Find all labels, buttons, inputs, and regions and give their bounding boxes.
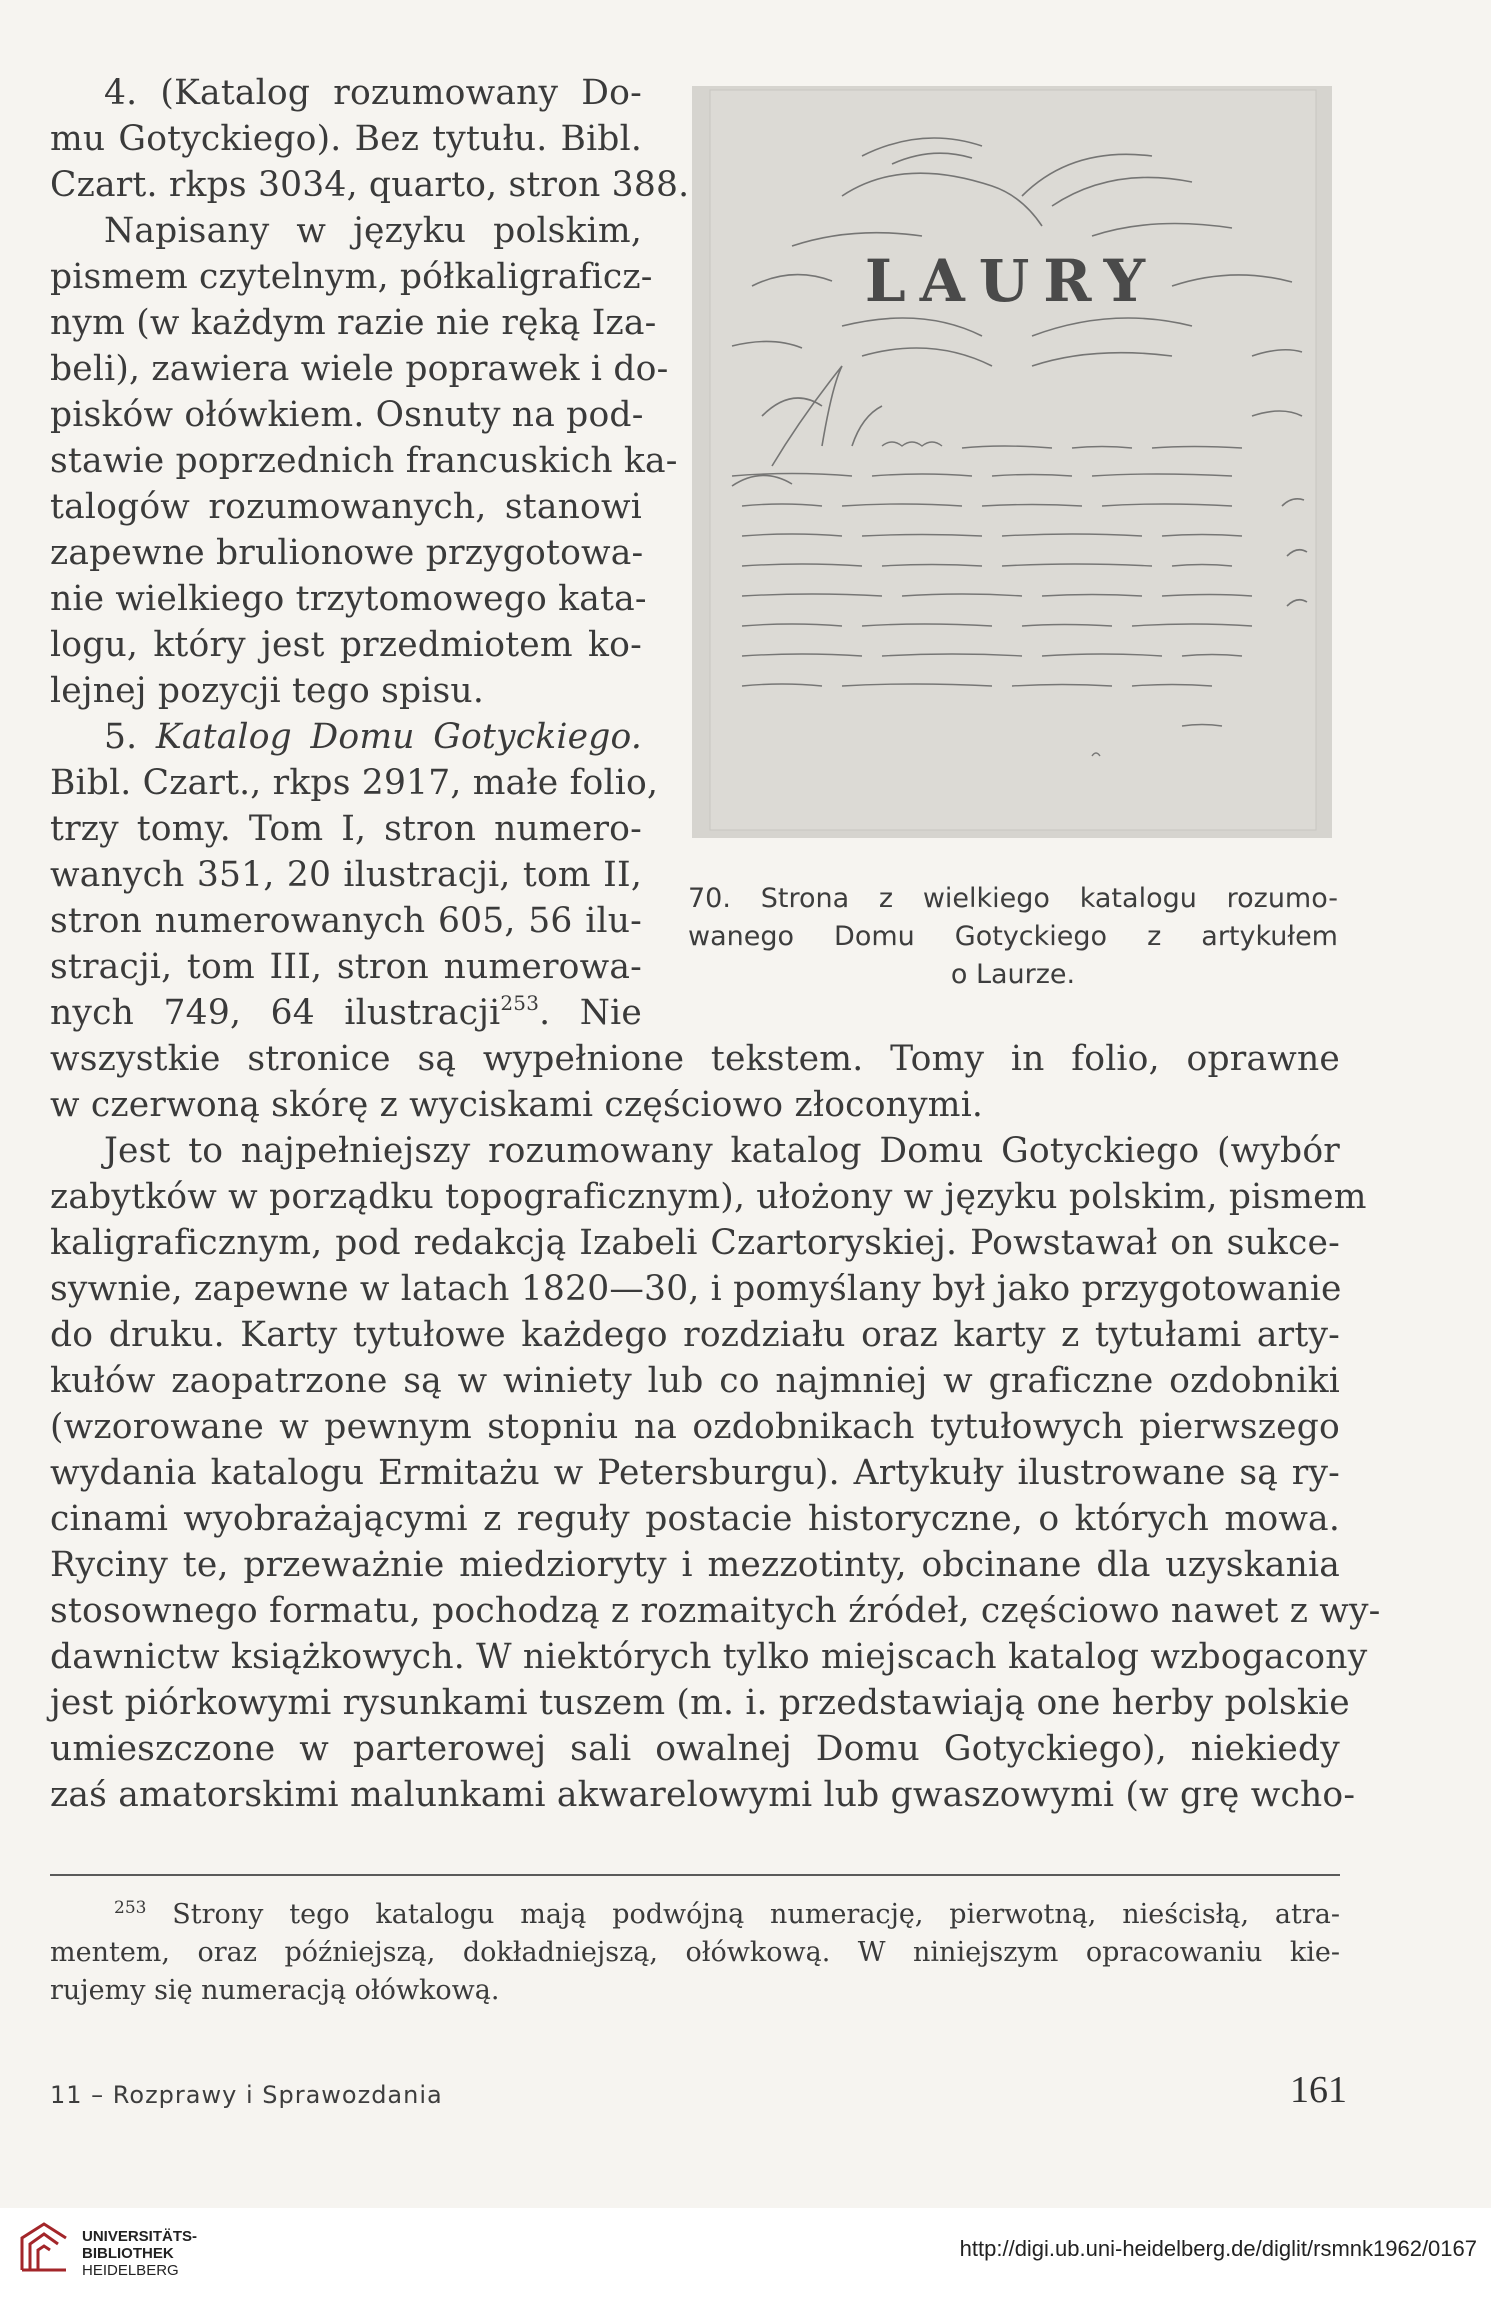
footnote-text: Strony tego katalogu mają podwójną numerację, pierwotną, nieścisłą, atra- <box>172 1899 1340 1930</box>
library-logo-icon <box>14 2218 74 2278</box>
text-line: jest piórkowymi rysunkami tuszem (m. i. przedstawiają one herby polskie <box>50 1683 1350 1723</box>
text-line: lejnej pozycji tego spisu. <box>50 671 485 711</box>
footnote <box>50 1896 1340 2010</box>
item5-block <box>50 714 659 1036</box>
text-line: dawnictw książkowych. W niektórych tylko miejscach katalog wzbogacony <box>50 1637 1368 1677</box>
manuscript-title: LAURY <box>864 247 1160 315</box>
item5-last-line-tail: . Nie <box>539 993 642 1033</box>
text-line: stosownego formatu, pochodzą z rozmaitych źródeł, częściowo nawet z wy- <box>50 1591 1381 1631</box>
text-line: nym (w każdym razie nie ręką Iza- <box>50 303 657 343</box>
item5-heading <box>50 714 642 760</box>
full-width-text <box>50 1036 1381 1818</box>
text-line: logu, który jest przedmiotem ko- <box>50 625 642 665</box>
library-name-line: UNIVERSITÄTS- <box>82 2228 198 2245</box>
text-line: trzy tomy. Tom I, stron numero- <box>50 809 642 849</box>
library-name-line: HEIDELBERG <box>82 2262 179 2279</box>
item5-title: Katalog Domu Gotyckiego. <box>155 717 643 757</box>
caption-line: wanego Domu Gotyckiego z artykułem <box>688 921 1338 952</box>
text-line: zaś amatorskimi malunkami akwarelowymi lub gwaszowymi (w grę wcho- <box>50 1775 1356 1815</box>
text-line: umieszczone w parterowej sali owalnej Domu Gotyckiego), niekiedy <box>50 1729 1340 1769</box>
figure-caption <box>688 880 1338 994</box>
text-line: sywnie, zapewne w latach 1820—30, i pomyślany był jako przygotowanie <box>50 1269 1342 1309</box>
text-line: stron numerowanych 605, 56 ilu- <box>50 901 642 941</box>
text-line: (wzorowane w pewnym stopniu na ozdobnikach tytułowych pierwszego <box>50 1407 1340 1447</box>
footnote-line: rujemy się numeracją ołówkową. <box>50 1975 500 2006</box>
narrow-text-column <box>50 70 690 714</box>
text-line: stracji, tom III, stron numerowa- <box>50 947 642 987</box>
caption-line: o Laurze. <box>950 959 1076 990</box>
text-line: kułów zaopatrzone są w winiety lub co najmniej w graficzne ozdobniki <box>50 1361 1340 1401</box>
footnote-number: 253 <box>114 1898 147 1918</box>
running-foot: 11 – Rozprawy i Sprawozdania <box>50 2081 443 2109</box>
caption-line: 70. Strona z wielkiego katalogu rozumo- <box>688 883 1338 914</box>
text-line: Napisany w języku polskim, <box>104 211 642 251</box>
text-line: Ryciny te, przeważnie miedzioryty i mezzotinty, obcinane dla uzyskania <box>50 1545 1340 1585</box>
text-line: Jest to najpełniejszy rozumowany katalog Domu Gotyckiego (wybór <box>104 1131 1340 1171</box>
item5-number: 5. <box>104 717 138 757</box>
text-line: pismem czytelnym, półkaligraficz- <box>50 257 653 297</box>
text-line: do druku. Karty tytułowe każdego rozdziału oraz karty z tytułami arty- <box>50 1315 1340 1355</box>
source-url-link[interactable]: http://digi.ub.uni-heidelberg.de/diglit/rsmnk1962/0167 <box>959 2236 1477 2261</box>
text-line: Czart. rkps 3034, quarto, stron 388. <box>50 165 690 205</box>
library-name <box>82 2228 197 2279</box>
text-line: pisków ołówkiem. Osnuty na pod- <box>50 395 644 435</box>
footnote-rule <box>50 1874 1340 1876</box>
footnote-reference[interactable]: 253 <box>500 991 540 1015</box>
footnote-line <box>50 1896 1340 1934</box>
text-line: wszystkie stronice są wypełnione tekstem. Tomy in folio, oprawne <box>50 1039 1340 1079</box>
library-footer <box>0 2208 1491 2315</box>
text-line: stawie poprzednich francuskich ka- <box>50 441 678 481</box>
manuscript-figure <box>692 86 1332 838</box>
text-line: Bibl. Czart., rkps 2917, małe folio, <box>50 763 659 803</box>
text-line: cinami wyobrażającymi z reguły postacie historyczne, o których mowa. <box>50 1499 1340 1539</box>
text-line: wydania katalogu Ermitażu w Petersburgu). Artykuły ilustrowane są ry- <box>50 1453 1340 1493</box>
footnote-line: mentem, oraz późniejszą, dokładniejszą, ołówkową. W niniejszym opracowaniu kie- <box>50 1937 1340 1968</box>
text-line: w czerwoną skórę z wyciskami częściowo złoconymi. <box>50 1085 984 1125</box>
text-line: zabytków w porządku topograficznym), ułożony w języku polskim, pismem <box>50 1177 1367 1217</box>
text-line: talogów rozumowanych, stanowi <box>50 487 642 527</box>
manuscript-page-image <box>692 86 1332 838</box>
text-line: wanych 351, 20 ilustracji, tom II, <box>50 855 642 895</box>
text-line: nie wielkiego trzytomowego kata- <box>50 579 647 619</box>
item5-last-line-text: nych 749, 64 ilustracji <box>50 993 501 1033</box>
text-line: 4. (Katalog rozumowany Do- <box>104 73 642 113</box>
text-line: beli), zawiera wiele poprawek i do- <box>50 349 669 389</box>
library-name-line: BIBLIOTHEK <box>82 2245 174 2262</box>
text-line: mu Gotyckiego). Bez tytułu. Bibl. <box>50 119 642 159</box>
text-line: zapewne brulionowe przygotowa- <box>50 533 644 573</box>
text-line-with-footnote <box>50 990 642 1036</box>
page-number: 161 <box>1290 2069 1347 2111</box>
text-line: kaligraficznym, pod redakcją Izabeli Czartoryskiej. Powstawał on sukce- <box>50 1223 1340 1263</box>
